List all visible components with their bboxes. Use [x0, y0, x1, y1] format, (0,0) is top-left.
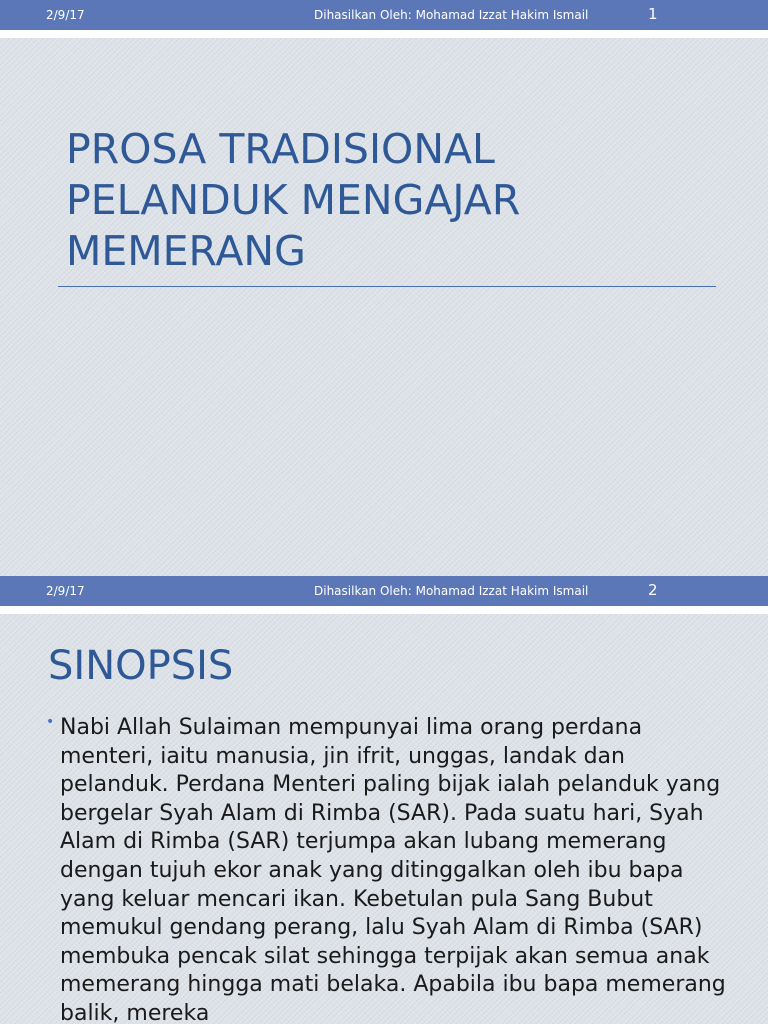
- slide-2-date: 2/9/17: [46, 584, 85, 598]
- slide-1-author: Dihasilkan Oleh: Mohamad Izzat Hakim Ismail: [314, 8, 589, 22]
- slide-2-header-bar: [0, 576, 768, 606]
- title-line-1: PROSA TRADISIONAL: [66, 125, 495, 173]
- slide-1-date: 2/9/17: [46, 8, 85, 22]
- slide-1-number: 1: [648, 5, 658, 23]
- slide-1-header-bar: [0, 0, 768, 30]
- synopsis-text: Nabi Allah Sulaiman mempunyai lima orang perdana menteri, iaitu manusia, jin ifrit, unggas, landak dan pelanduk. Perdana Menteri paling bijak ialah pelanduk yang bergelar Syah Alam di Rimba (SAR). Pada suatu hari, Syah Alam di Rimba (SAR) terjumpa akan lubang memerang dengan tujuh ekor anak yang ditinggalkan oleh ibu bapa yang keluar mencari ikan. Kebetulan pula Sang Bubut memukul gendang perang, lalu Syah Alam di Rimba (SAR) membuka pencak silat sehingga terpijak akan semua anak memerang hingga mati belaka. Apabila ibu bapa memerang balik, mereka: [60, 715, 726, 1024]
- title-line-3: MEMERANG: [66, 227, 306, 275]
- slide-1-title: [66, 124, 726, 277]
- slide-2[interactable]: [0, 614, 768, 1024]
- slide-2-author: Dihasilkan Oleh: Mohamad Izzat Hakim Ismail: [314, 584, 589, 598]
- bullet-icon: •: [46, 714, 55, 730]
- title-line-2: PELANDUK MENGAJAR: [66, 176, 521, 224]
- slide-1[interactable]: [0, 38, 768, 576]
- slide-2-title: SINOPSIS: [48, 643, 234, 689]
- title-divider: [58, 286, 716, 287]
- slide-2-number: 2: [648, 581, 658, 599]
